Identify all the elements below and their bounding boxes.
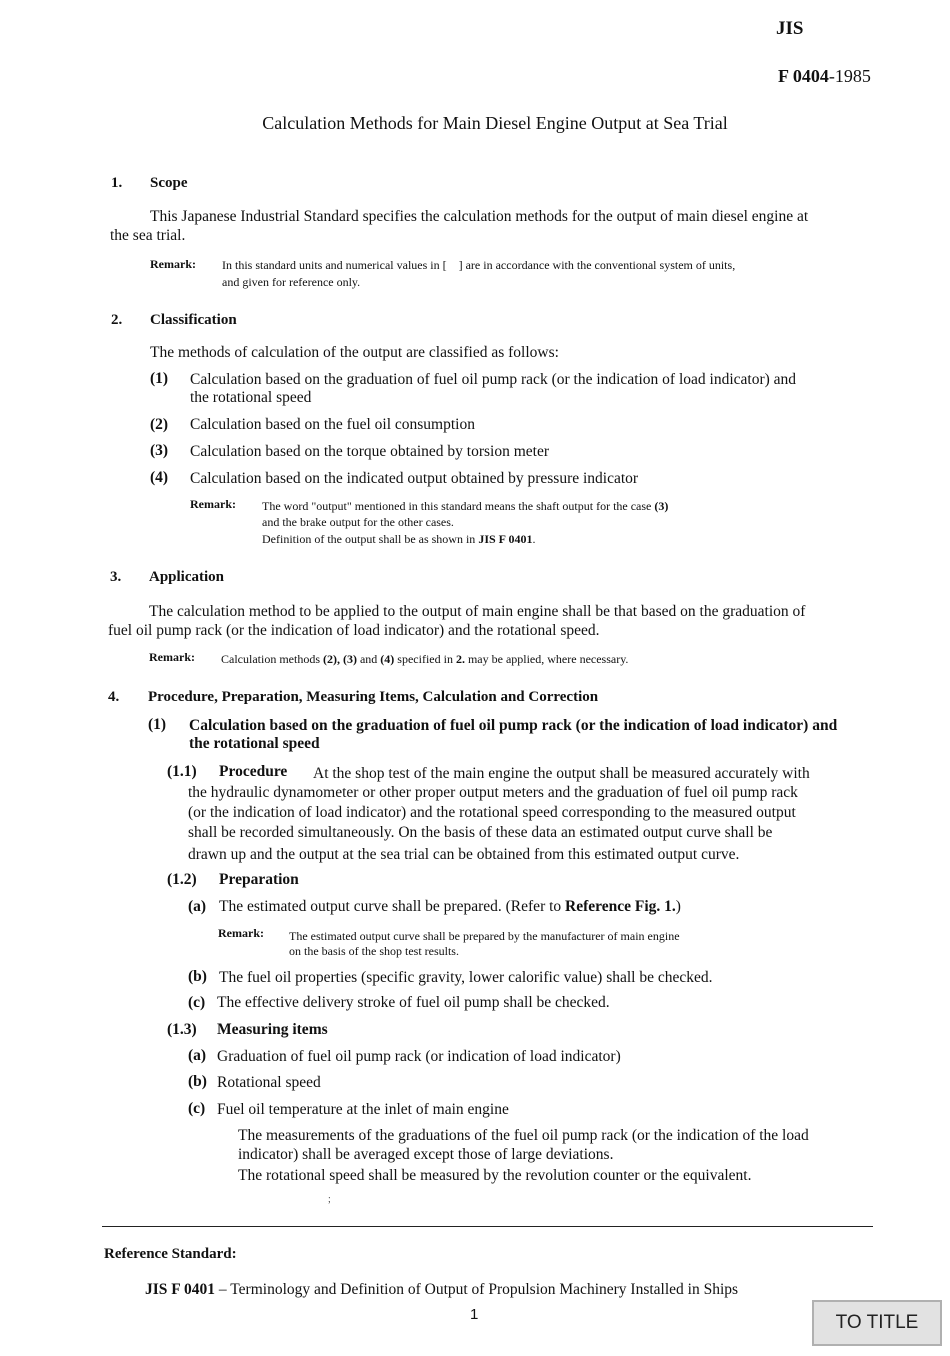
classification-item-number: (3)	[150, 442, 169, 459]
classification-item-text-cont: the rotational speed	[190, 389, 312, 406]
item-c-text: The effective delivery stroke of fuel oil pump shall be checked.	[217, 994, 610, 1011]
remark-text: Calculation methods	[221, 652, 320, 666]
subsection-1-title-line1: Calculation based on the graduation of fuel oil pump rack (or the indication of load indicator) and	[189, 717, 838, 734]
section-3-remark-text	[221, 651, 628, 667]
classification-item-text: Calculation based on the torque obtained by torsion meter	[190, 443, 549, 460]
section-1-remark-label: Remark:	[150, 257, 196, 271]
standard-number	[778, 66, 871, 87]
section-2-remark-line3	[262, 531, 536, 547]
classification-item-text: Calculation based on the indicated output obtained by pressure indicator	[190, 470, 639, 487]
reference-standard-heading: Reference Standard:	[104, 1246, 237, 1262]
section-2-number: 2.	[111, 312, 123, 328]
remark-text: Definition of the output shall be as shown in	[262, 532, 476, 546]
reference-dash: –	[215, 1281, 231, 1298]
section-2-remark-line2: and the brake output for the other cases.	[262, 515, 454, 529]
reference-fig-link: Reference Fig. 1.	[565, 898, 676, 915]
item-c-number: (c)	[188, 994, 206, 1011]
clause-1-1-line2: the hydraulic dynamometer or other proper output meters and the graduation of fuel oil pump rack	[188, 784, 798, 801]
clause-1-3-number: (1.3)	[167, 1021, 197, 1038]
remark-text: may be applied, where necessary.	[467, 652, 629, 666]
item-a-text	[219, 897, 681, 917]
clause-1-1-number: (1.1)	[167, 763, 197, 780]
section-1-remark-line2: and given for reference only.	[222, 275, 361, 289]
section-3-number: 3.	[110, 569, 122, 585]
section-4-number: 4.	[108, 689, 120, 705]
reference-standard-title: Terminology and Definition of Output of Propulsion Machinery Installed in Ships	[230, 1281, 739, 1298]
section-4-title: Procedure, Preparation, Measuring Items, Calculation and Correction	[148, 689, 599, 705]
document-title: Calculation Methods for Main Diesel Engine Output at Sea Trial	[262, 113, 728, 133]
section-2-remark-line1	[262, 498, 668, 514]
clause-1-3-note-line2: indicator) shall be averaged except those of large deviations.	[238, 1146, 614, 1163]
clause-1-2-remark-line1: The estimated output curve shall be prepared by the manufacturer of main engine	[289, 929, 680, 943]
classification-item-number: (1)	[150, 370, 169, 387]
remark-method-ref: (4)	[380, 652, 395, 666]
clause-1-1-line4: shall be recorded simultaneously. On the basis of these data an estimated output curve shall be	[188, 824, 773, 841]
item-a-number: (a)	[188, 1047, 207, 1064]
standard-code: F 0404	[778, 66, 829, 86]
footer-divider	[102, 1226, 873, 1227]
subsection-1-title-line2: the rotational speed	[189, 735, 320, 752]
section-3-text-line2: fuel oil pump rack (or the indication of load indicator) and the rotational speed.	[108, 622, 600, 639]
remark-text: The word "output" mentioned in this standard means the shaft output for the case	[262, 499, 652, 513]
clause-1-1-line1: At the shop test of the main engine the output shall be measured accurately with	[313, 765, 810, 782]
remark-text: and	[359, 652, 378, 666]
classification-item-number: (4)	[150, 469, 169, 486]
classification-item-text: Calculation based on the graduation of fuel oil pump rack (or the indication of load indicator) and	[190, 371, 797, 388]
section-3-title: Application	[149, 569, 225, 585]
remark-section-ref: 2.	[455, 652, 465, 666]
clause-1-3-label: Measuring items	[217, 1021, 328, 1038]
remark-period: .	[532, 532, 536, 546]
section-1-number: 1.	[111, 175, 123, 191]
standard-year: -1985	[828, 66, 871, 86]
item-b-number: (b)	[188, 1073, 207, 1090]
item-text: The estimated output curve shall be prepared. (Refer to	[219, 898, 562, 915]
remark-text: specified in	[397, 652, 453, 666]
clause-1-2-remark-label: Remark:	[218, 926, 264, 940]
section-1-text-line1: This Japanese Industrial Standard specifies the calculation methods for the output of main diesel engine at	[150, 208, 809, 225]
remark-case-ref: (3)	[654, 499, 669, 513]
item-b-text: The fuel oil properties (specific gravity, lower calorific value) shall be checked.	[219, 969, 713, 986]
clause-1-1-label: Procedure	[219, 763, 288, 780]
section-1-text-line2: the sea trial.	[110, 227, 186, 244]
clause-1-1-line5: drawn up and the output at the sea trial can be obtained from this estimated output curve.	[188, 846, 740, 863]
clause-1-1-line3: (or the indication of load indicator) and the rotational speed corresponding to the measured output	[188, 804, 796, 821]
section-3-text-line1: The calculation method to be applied to the output of main engine shall be that based on the graduation of	[149, 603, 806, 620]
clause-1-3-note-line1: The measurements of the graduations of the fuel oil pump rack (or the indication of the load	[238, 1127, 809, 1144]
item-b-text: Rotational speed	[217, 1074, 321, 1091]
clause-1-2-label: Preparation	[219, 871, 299, 888]
clause-1-2-remark-line2: on the basis of the shop test results.	[289, 944, 459, 958]
item-a-text: Graduation of fuel oil pump rack (or indication of load indicator)	[217, 1048, 621, 1065]
section-3-remark-label: Remark:	[149, 650, 195, 664]
stray-mark: ;	[328, 1194, 331, 1205]
clause-1-2-number: (1.2)	[167, 871, 197, 888]
page-number: 1	[470, 1306, 479, 1323]
standard-org: JIS	[776, 18, 804, 39]
remark-standard-ref: JIS F 0401	[478, 532, 533, 546]
classification-item-number: (2)	[150, 416, 169, 433]
section-2-title: Classification	[150, 312, 237, 328]
remark-method-ref: (2), (3)	[322, 652, 357, 666]
section-2-remark-label: Remark:	[190, 497, 236, 511]
to-title-button[interactable]: TO TITLE	[812, 1300, 942, 1346]
classification-item-text: Calculation based on the fuel oil consumption	[190, 416, 475, 433]
subsection-1-number: (1)	[148, 716, 167, 733]
reference-standard-code: JIS F 0401	[145, 1281, 216, 1298]
item-b-number: (b)	[188, 968, 207, 985]
item-a-number: (a)	[188, 898, 207, 915]
section-1-title: Scope	[150, 175, 188, 191]
item-text: )	[675, 898, 681, 915]
item-c-number: (c)	[188, 1100, 206, 1117]
reference-standard-entry	[145, 1280, 738, 1300]
item-c-text: Fuel oil temperature at the inlet of main engine	[217, 1101, 509, 1118]
section-1-remark-line1: In this standard units and numerical values in [ ] are in accordance with the conventional system of units,	[222, 258, 736, 272]
section-2-intro: The methods of calculation of the output are classified as follows:	[150, 344, 559, 361]
clause-1-3-note-line3: The rotational speed shall be measured by the revolution counter or the equivalent.	[238, 1167, 752, 1184]
